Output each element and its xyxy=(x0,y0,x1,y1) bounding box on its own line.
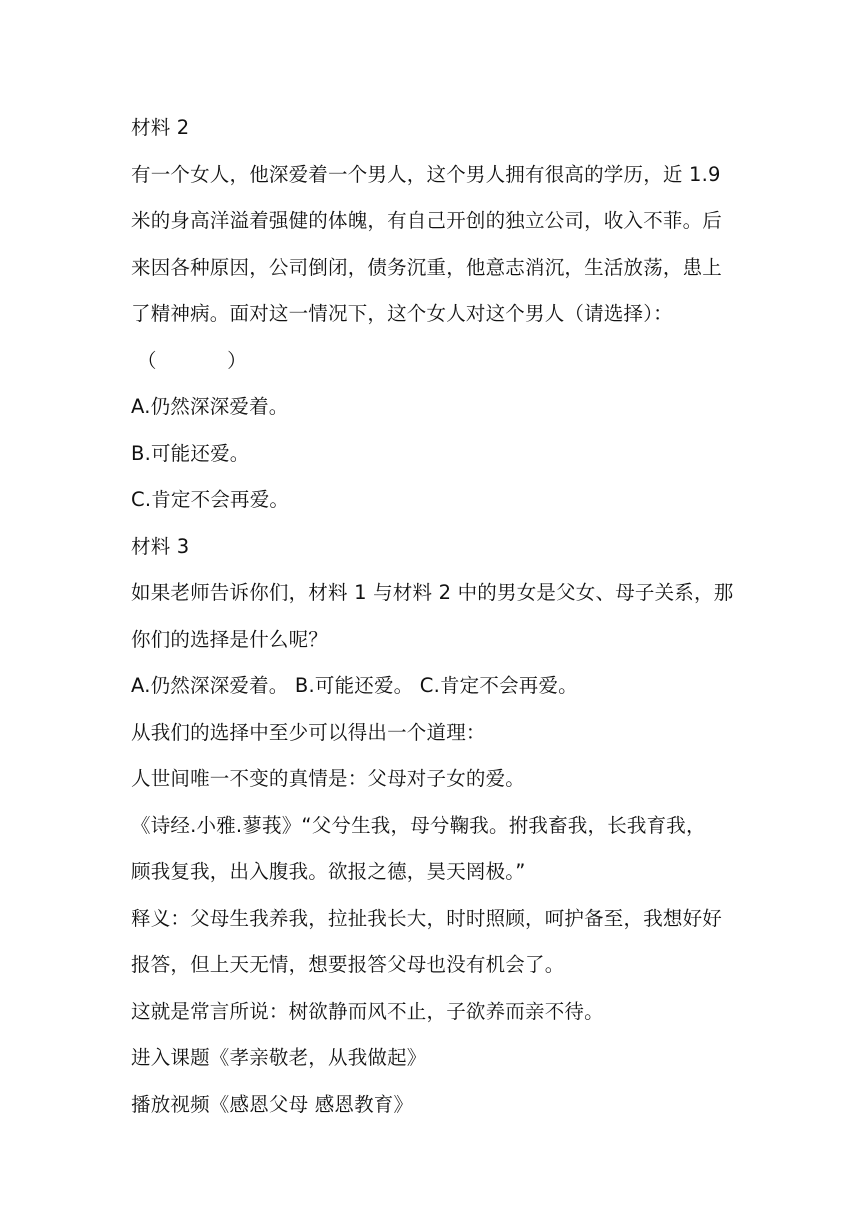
paragraph-line: 米的身高洋溢着强健的体魄，有自己开创的独立公司，收入不菲。后 xyxy=(131,209,723,232)
paragraph-line: 有一个女人，他深爱着一个男人，这个男人拥有很高的学历，近 1.9 xyxy=(131,162,721,186)
option-b: B.可能还爱。 xyxy=(131,441,250,465)
paragraph-line: 人世间唯一不变的真情是：父母对子女的爱。 xyxy=(131,767,526,790)
paragraph-line: 来因各种原因，公司倒闭，债务沉重，他意志消沉，生活放荡，患上 xyxy=(131,255,723,279)
paragraph-line: 你们的选择是什么呢？ xyxy=(131,627,329,651)
explanation-line: 释义：父母生我养我，拉扯我长大，时时照顾，呵护备至，我想好好 xyxy=(131,906,723,930)
poem-quote-line: 《诗经.小雅.蓼莪》“父兮生我，母兮鞠我。拊我畜我，长我育我， xyxy=(131,813,706,837)
heading-material-3: 材料 3 xyxy=(131,534,190,558)
paragraph-line: 了精神病。面对这一情况下，这个女人对这个男人（请选择）： xyxy=(131,302,673,325)
document-body xyxy=(131,108,741,1131)
answer-blank: （ ） xyxy=(137,348,247,372)
option-a: A.仍然深深爱着。 xyxy=(131,395,289,418)
lesson-topic: 进入课题《孝亲敬老，从我做起》 xyxy=(131,1046,427,1069)
paragraph-line: 从我们的选择中至少可以得出一个道理： xyxy=(131,720,486,744)
paragraph-line: 这就是常言所说：树欲静而风不止，子欲养而亲不待。 xyxy=(131,999,604,1023)
options-inline: A.仍然深深爱着。 B.可能还爱。 C.肯定不会再爱。 xyxy=(131,674,578,697)
poem-quote-line: 顾我复我，出入腹我。欲报之德，昊天罔极。” xyxy=(131,860,526,883)
video-note: 播放视频《感恩父母 感恩教育》 xyxy=(131,1092,414,1116)
option-c: C.肯定不会再爱。 xyxy=(131,488,290,511)
heading-material-2: 材料 2 xyxy=(131,116,190,139)
paragraph-line: 如果老师告诉你们，材料 1 与材料 2 中的男女是父女、母子关系，那 xyxy=(131,581,734,604)
explanation-line: 报答，但上天无情，想要报答父母也没有机会了。 xyxy=(131,953,565,976)
